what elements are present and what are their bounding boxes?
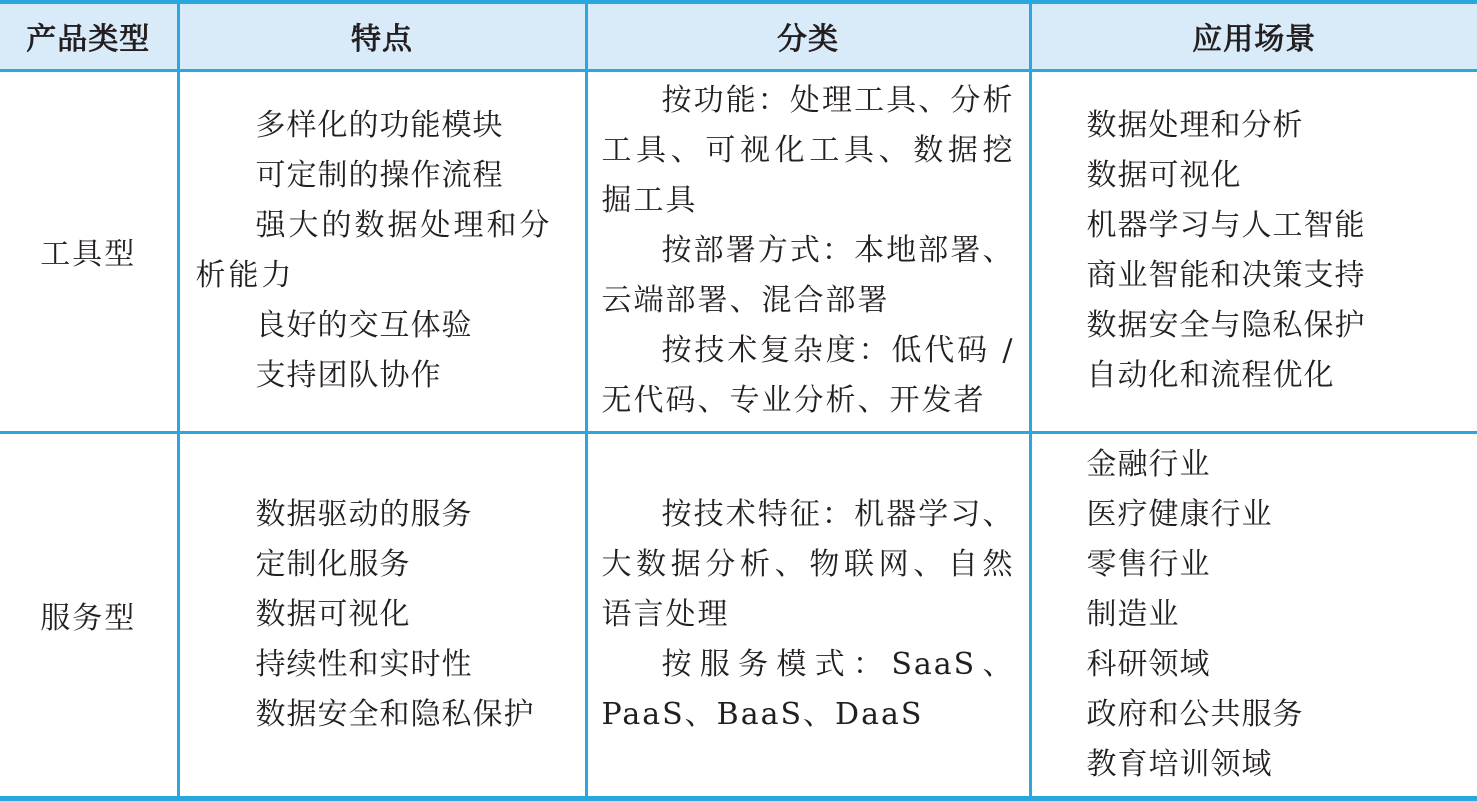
product-type-cell: 服务型: [0, 432, 178, 798]
scenario-item: 数据处理和分析: [1086, 108, 1304, 143]
header-row: [0, 2, 1477, 70]
feature-item: 支持团队协作: [255, 358, 442, 393]
scenario-item: 医疗健康行业: [1086, 496, 1273, 532]
classification-cell: [586, 70, 1030, 432]
scenario-item: 教育培训领域: [1086, 746, 1273, 782]
feature-item: 持续性和实时性: [255, 646, 473, 682]
header-scenarios: 应用场景: [1030, 2, 1477, 70]
scenario-item: 数据安全与隐私保护: [1086, 308, 1366, 343]
classification-item: 按技术复杂度：低代码 / 无代码、专业分析、开发者: [601, 333, 1015, 418]
scenario-item: 制造业: [1086, 596, 1180, 632]
features-cell: [178, 70, 586, 432]
feature-item: 数据可视化: [255, 596, 411, 632]
scenario-item: 商业智能和决策支持: [1086, 258, 1366, 293]
product-type-cell: 工具型: [0, 70, 178, 432]
features-cell: [178, 432, 586, 798]
classification-cell: [586, 432, 1030, 798]
classification-item: 按技术特征：机器学习、大数据分析、物联网、自然语言处理: [601, 496, 1015, 632]
feature-item: 定制化服务: [255, 546, 411, 582]
scenario-item: 自动化和流程优化: [1086, 358, 1335, 393]
classification-item: 按部署方式：本地部署、云端部署、混合部署: [601, 233, 1015, 318]
header-classification: 分类: [586, 2, 1030, 70]
scenarios-cell: [1030, 70, 1477, 432]
scenario-item: 金融行业: [1086, 446, 1211, 482]
feature-item: 强大的数据处理和分析能力: [195, 208, 553, 293]
table-row-service: [0, 432, 1477, 798]
scenario-item: 政府和公共服务: [1086, 696, 1304, 732]
scenario-item: 机器学习与人工智能: [1086, 208, 1366, 243]
feature-item: 良好的交互体验: [255, 308, 473, 343]
header-features: 特点: [178, 2, 586, 70]
scenarios-cell: [1030, 432, 1477, 798]
header-product-type: 产品类型: [0, 2, 178, 70]
scenario-item: 零售行业: [1086, 546, 1211, 582]
scenario-item: 数据可视化: [1086, 158, 1242, 193]
classification-item: 按服务模式：SaaS、PaaS、BaaS、DaaS: [601, 646, 1015, 732]
scenario-item: 科研领域: [1086, 646, 1211, 682]
classification-item: 按功能：处理工具、分析工具、可视化工具、数据挖掘工具: [601, 83, 1015, 218]
feature-item: 数据驱动的服务: [255, 496, 473, 532]
feature-item: 多样化的功能模块: [255, 108, 504, 143]
feature-item: 可定制的操作流程: [255, 158, 504, 193]
table-row-tool: [0, 70, 1477, 432]
feature-item: 数据安全和隐私保护: [255, 696, 535, 732]
